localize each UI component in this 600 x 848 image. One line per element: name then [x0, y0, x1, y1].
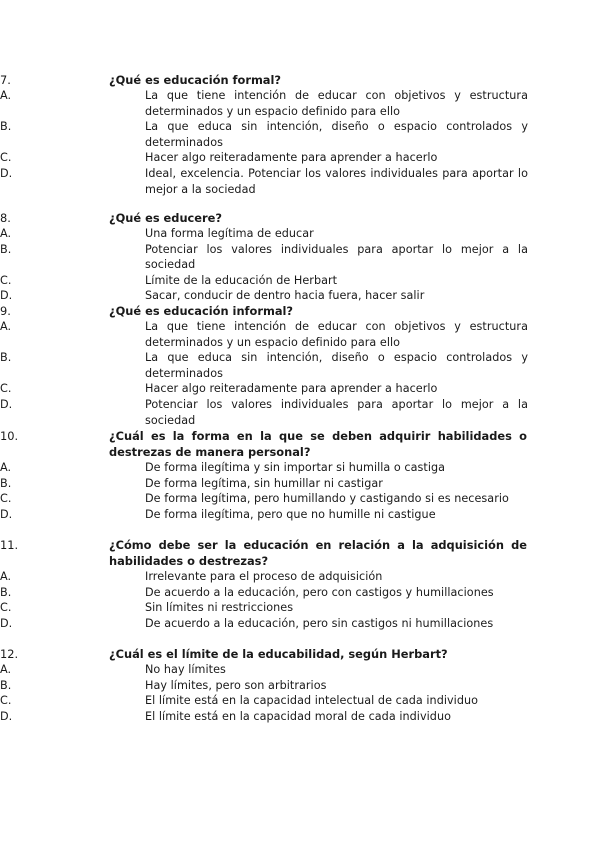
question-header: [0, 72, 527, 88]
question-number: 7.: [0, 73, 11, 87]
option-letter: C.: [0, 273, 12, 287]
option-a: [0, 226, 528, 242]
option-text: La que educa sin intención, diseño o espacio controlados y determinados: [145, 351, 528, 380]
option-letter: C.: [0, 694, 12, 708]
question-11: [0, 537, 600, 631]
option-letter: D.: [0, 289, 13, 303]
option-text: De acuerdo a la educación, pero sin castigos ni humillaciones: [145, 616, 494, 630]
question-header: [0, 428, 527, 460]
question-title: ¿Cuál es el límite de la educabilidad, según Herbart?: [109, 647, 448, 661]
option-letter: D.: [0, 709, 13, 723]
option-letter: A.: [0, 461, 12, 474]
option-letter: C.: [0, 151, 12, 165]
option-letter: D.: [0, 397, 13, 411]
option-text: El límite está en la capacidad intelectual de cada individuo: [145, 694, 479, 708]
question-header: [0, 646, 527, 662]
option-text: Irrelevante para el proceso de adquisición: [145, 570, 383, 583]
option-letter: D.: [0, 507, 13, 521]
option-b: [0, 350, 528, 381]
option-letter: B.: [0, 351, 12, 365]
option-a: [0, 460, 528, 476]
question-title: ¿Cómo debe ser la educación en relación a la adquisición de habilidades o destrezas?: [109, 538, 527, 568]
option-letter: A.: [0, 227, 12, 240]
question-number: 10.: [0, 429, 19, 443]
question-title: ¿Qué es educación informal?: [109, 304, 294, 318]
option-text: De acuerdo a la educación, pero con castigos y humillaciones: [145, 585, 494, 599]
question-9: [0, 303, 600, 428]
option-text: Hacer algo reiteradamente para aprender a hacerlo: [145, 382, 438, 396]
option-a: [0, 88, 528, 119]
option-list: [0, 319, 600, 428]
option-c: [0, 273, 528, 289]
option-letter: C.: [0, 601, 12, 615]
option-letter: C.: [0, 382, 12, 396]
option-text: Límite de la educación de Herbart: [145, 273, 338, 287]
option-letter: B.: [0, 120, 12, 134]
option-b: [0, 678, 528, 694]
option-c: [0, 150, 528, 166]
option-text: De forma legítima, pero humillando y castigando si es necesario: [145, 492, 509, 506]
option-text: Sacar, conducir de dentro hacia fuera, hacer salir: [145, 289, 425, 303]
question-8: [0, 210, 600, 304]
option-letter: A.: [0, 320, 12, 333]
question-header: [0, 210, 527, 226]
option-c: [0, 381, 528, 397]
option-text: Hay límites, pero son arbitrarios: [145, 678, 327, 692]
question-title: ¿Qué es educere?: [109, 211, 222, 225]
option-letter: B.: [0, 678, 12, 692]
option-b: [0, 119, 528, 150]
option-b: [0, 476, 528, 492]
option-list: [0, 662, 600, 724]
option-text: No hay límites: [145, 663, 226, 676]
option-a: [0, 662, 528, 678]
option-d: [0, 709, 528, 725]
option-c: [0, 600, 528, 616]
option-letter: B.: [0, 242, 12, 256]
question-number: 9.: [0, 304, 11, 318]
option-text: Potenciar los valores individuales para aportar lo mejor a la sociedad: [145, 397, 528, 427]
option-text: De forma ilegítima y sin importar si humilla o castiga: [145, 461, 446, 474]
option-text: La que tiene intención de educar con objetivos y estructura determinados y un espacio definido para ello: [145, 89, 528, 118]
option-list: [0, 569, 600, 631]
question-number: 12.: [0, 647, 19, 661]
question-header: [0, 537, 527, 569]
option-letter: D.: [0, 616, 13, 630]
question-title: ¿Qué es educación formal?: [109, 73, 282, 87]
question-12: [0, 646, 600, 724]
question-title: ¿Cuál es la forma en la que se deben adquirir habilidades o destrezas de manera personal?: [109, 429, 527, 459]
option-a: [0, 569, 528, 585]
option-text: El límite está en la capacidad moral de cada individuo: [145, 709, 451, 723]
question-number: 8.: [0, 211, 11, 225]
option-text: Hacer algo reiteradamente para aprender a hacerlo: [145, 151, 438, 165]
option-text: La que tiene intención de educar con objetivos y estructura determinados y un espacio definido para ello: [145, 320, 528, 349]
option-letter: D.: [0, 166, 13, 180]
option-list: [0, 88, 600, 197]
question-10: [0, 428, 600, 522]
option-letter: A.: [0, 89, 12, 102]
option-letter: A.: [0, 570, 12, 583]
option-text: Sin límites ni restricciones: [145, 601, 294, 615]
option-c: [0, 693, 528, 709]
option-b: [0, 242, 528, 273]
option-a: [0, 319, 528, 350]
option-text: Ideal, excelencia. Potenciar los valores individuales para aportar lo mejor a la sociedad: [145, 166, 528, 196]
option-text: Una forma legítima de educar: [145, 227, 314, 240]
option-letter: B.: [0, 476, 12, 490]
option-text: De forma legítima, sin humillar ni castigar: [145, 476, 383, 490]
option-letter: A.: [0, 663, 12, 676]
question-7: [0, 72, 600, 197]
question-header: [0, 303, 527, 319]
option-text: Potenciar los valores individuales para aportar lo mejor a la sociedad: [145, 242, 528, 272]
option-b: [0, 585, 528, 601]
option-letter: C.: [0, 492, 12, 506]
option-c: [0, 491, 528, 507]
question-number: 11.: [0, 538, 19, 552]
option-d: [0, 507, 528, 523]
option-text: De forma ilegítima, pero que no humille ni castigue: [145, 507, 436, 521]
option-list: [0, 460, 600, 522]
option-d: [0, 616, 528, 632]
option-d: [0, 166, 528, 197]
option-letter: B.: [0, 585, 12, 599]
option-list: [0, 226, 600, 304]
option-d: [0, 397, 528, 428]
option-text: La que educa sin intención, diseño o espacio controlados y determinados: [145, 120, 528, 149]
option-d: [0, 288, 528, 304]
